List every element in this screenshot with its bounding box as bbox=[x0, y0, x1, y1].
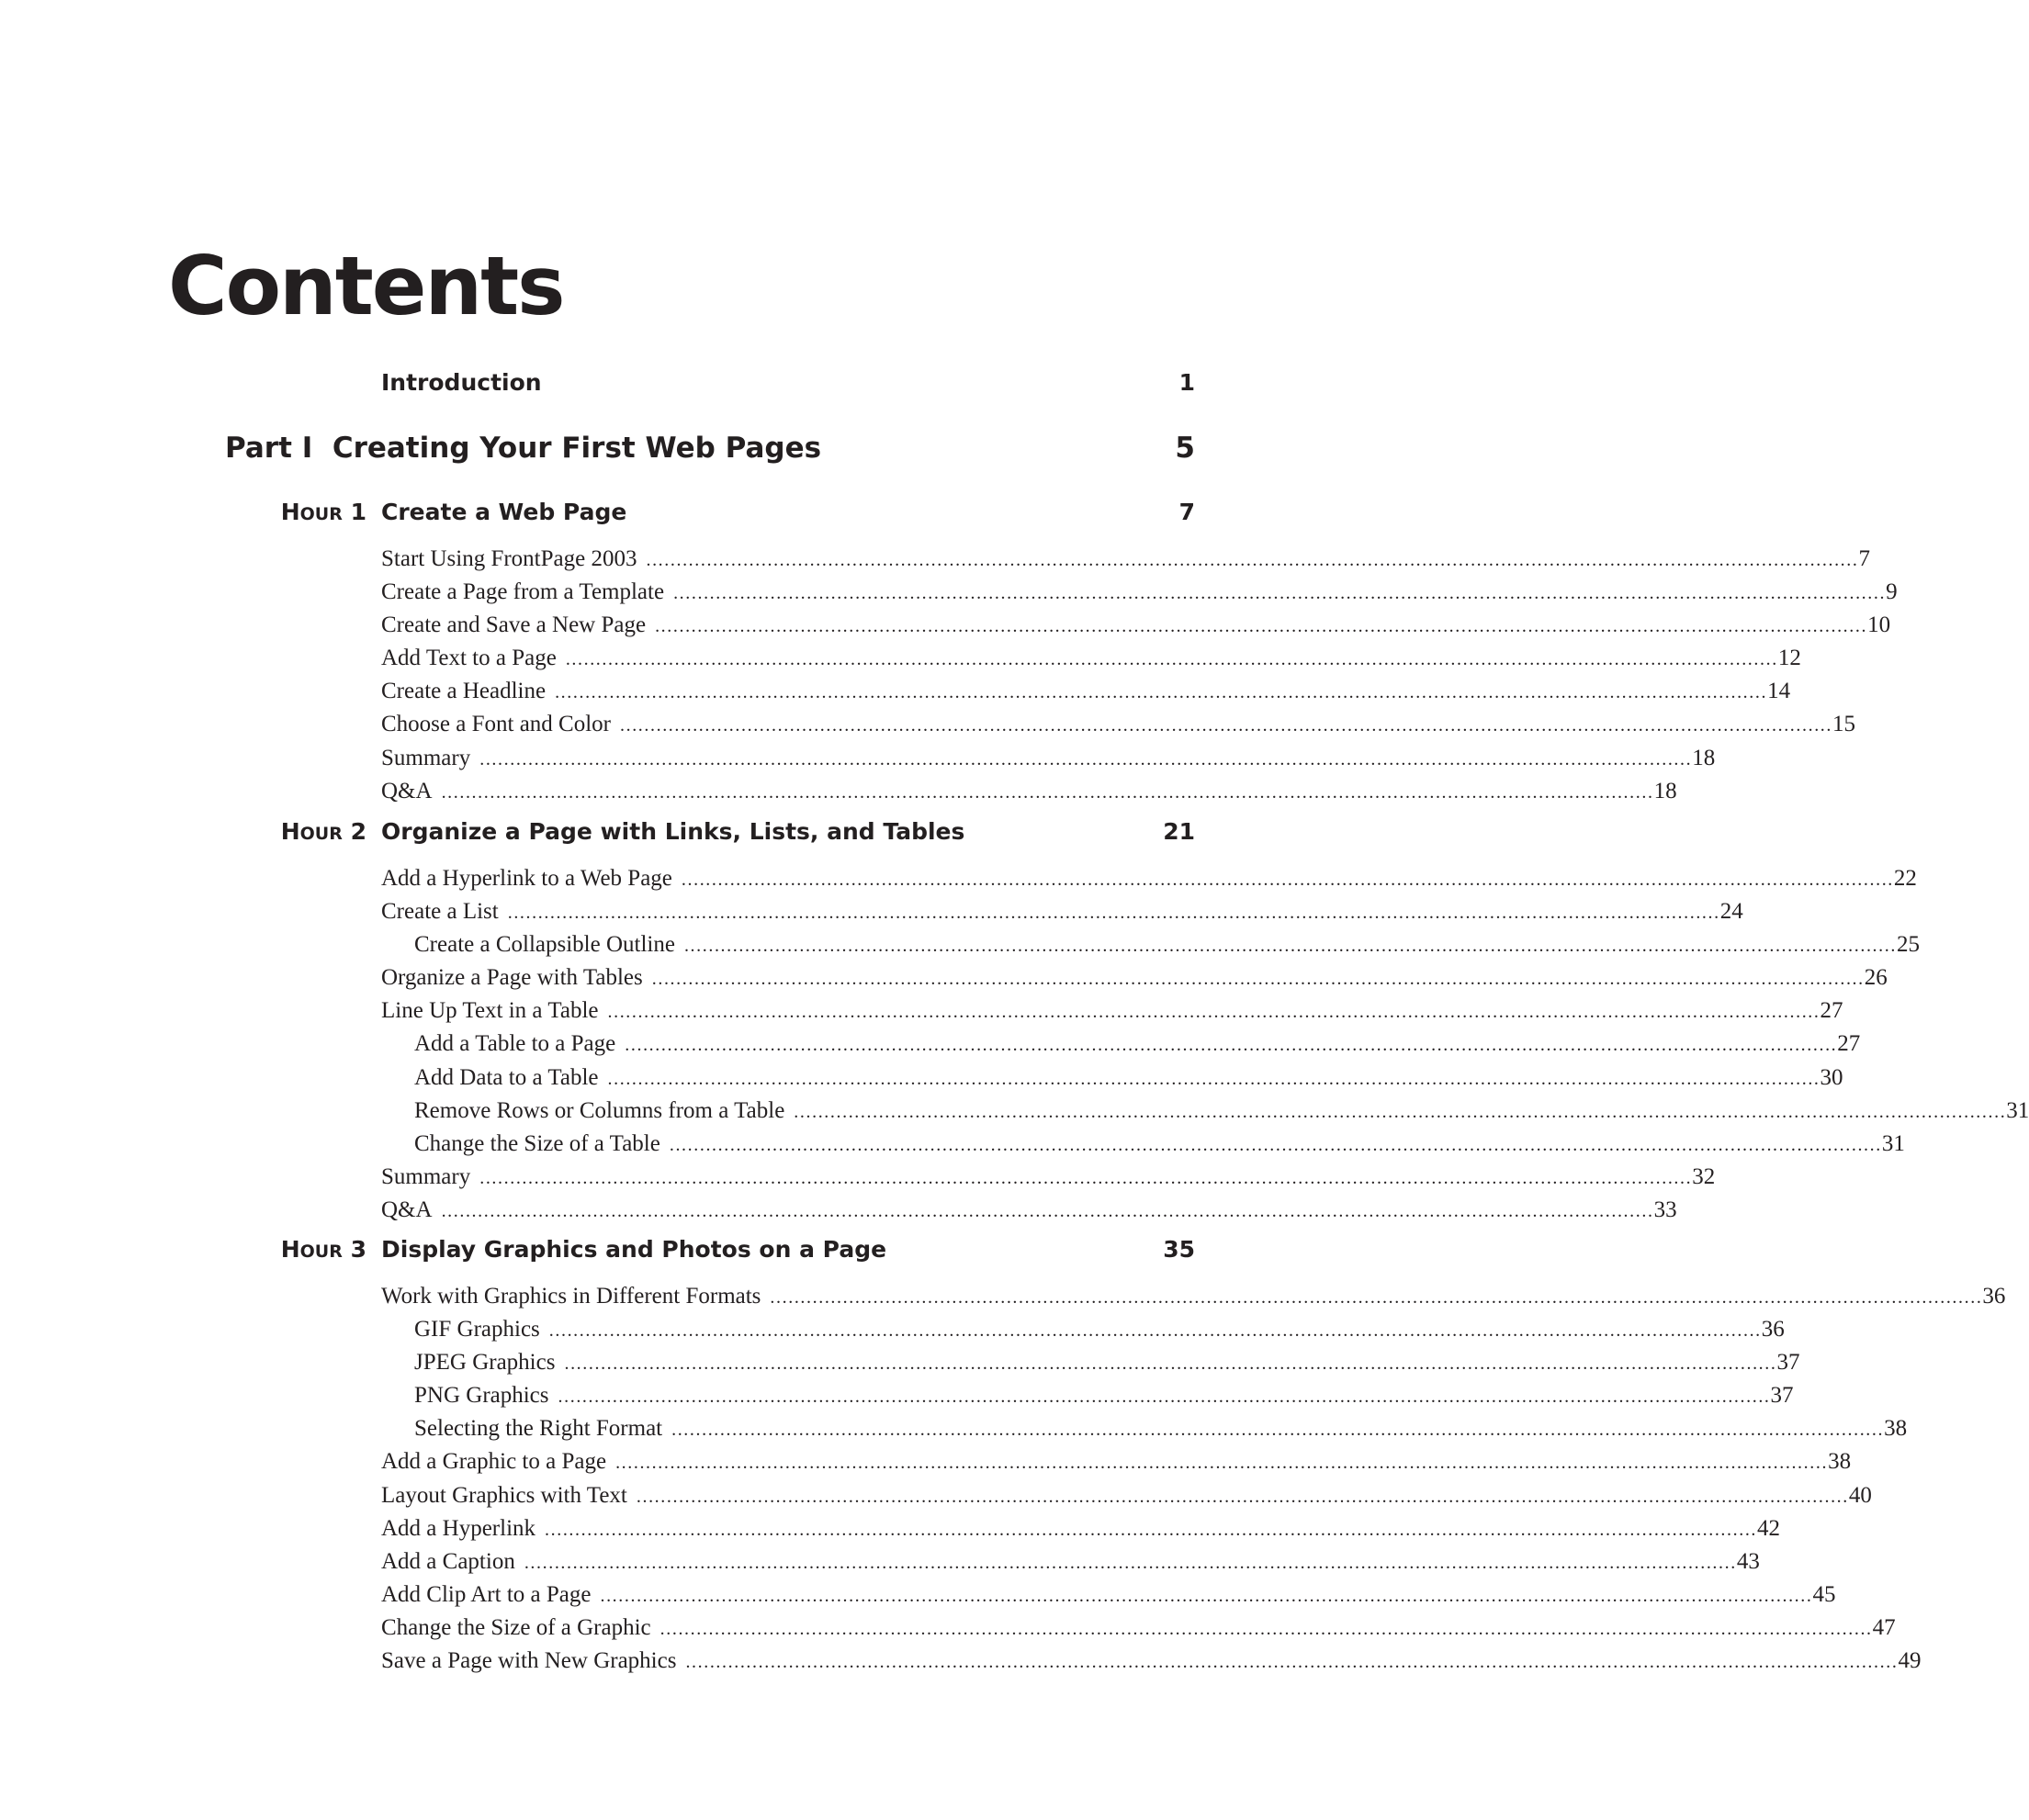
toc-entry bbox=[381, 742, 1716, 775]
toc-introduction bbox=[381, 369, 1195, 396]
toc-entry-page: 12 bbox=[1777, 646, 1801, 671]
toc-entry bbox=[381, 543, 1870, 576]
toc-entry bbox=[381, 775, 1677, 808]
hour-entries bbox=[0, 543, 1898, 808]
toc-entry bbox=[414, 1095, 2029, 1128]
dot-leader: ........................................................................................................................................................................................................ bbox=[479, 1167, 1693, 1188]
toc-entry-page: 37 bbox=[1770, 1383, 1794, 1409]
toc-entry-label: Work with Graphics in Different Formats bbox=[381, 1284, 761, 1309]
toc-entry-label: Q&A bbox=[381, 778, 433, 803]
dot-leader: ........................................................................................................................................................................................................ bbox=[607, 1002, 1820, 1023]
toc-entry-label: Create and Save a New Page bbox=[381, 612, 647, 638]
toc-entry-page: 30 bbox=[1820, 1064, 1843, 1090]
toc-entry bbox=[381, 1479, 1872, 1512]
toc-entry-label: Add a Hyperlink bbox=[381, 1515, 536, 1541]
toc-entry bbox=[414, 928, 1920, 961]
toc-entry-label: Create a Page from a Template bbox=[381, 579, 665, 605]
hour-prefix: H bbox=[280, 499, 300, 525]
toc-entry bbox=[381, 675, 1791, 708]
toc-entry bbox=[414, 1313, 1785, 1346]
toc-entry bbox=[381, 1445, 1852, 1478]
hour-title: Organize a Page with Links, Lists, and Tables bbox=[381, 818, 965, 845]
toc-entry-label: Create a Headline bbox=[381, 679, 547, 704]
toc-entry-label: Layout Graphics with Text bbox=[381, 1482, 627, 1508]
dot-leader: ........................................................................................................................................................................................................ bbox=[507, 903, 1720, 924]
hour-label bbox=[281, 1236, 366, 1263]
hour-entries bbox=[0, 1280, 2006, 1678]
dot-leader: ........................................................................................................................................................................................................ bbox=[651, 969, 1865, 990]
toc-entry-label: Create a Collapsible Outline bbox=[414, 932, 675, 958]
hour-page: 21 bbox=[1163, 818, 1195, 845]
toc-entry-label: PNG Graphics bbox=[414, 1383, 549, 1409]
dot-leader: ........................................................................................................................................................................................................ bbox=[671, 1420, 1885, 1441]
toc-entry-page: 45 bbox=[1812, 1581, 1836, 1607]
dot-leader: ........................................................................................................................................................................................................ bbox=[564, 1354, 1777, 1375]
toc-entry-page: 15 bbox=[1832, 712, 1855, 737]
hour-heading bbox=[0, 499, 1471, 532]
dot-leader: ........................................................................................................................................................................................................ bbox=[673, 583, 1887, 604]
dot-leader: ........................................................................................................................................................................................................ bbox=[555, 682, 1768, 703]
toc-entry-page: 27 bbox=[1820, 998, 1843, 1024]
toc-entry bbox=[381, 994, 1843, 1028]
toc-entry-label: Add a Graphic to a Page bbox=[381, 1449, 607, 1475]
toc-entry-label: Summary bbox=[381, 745, 471, 770]
toc-part-heading bbox=[225, 432, 1195, 465]
dot-leader: ........................................................................................................................................................................................................ bbox=[683, 936, 1897, 957]
hour-entries bbox=[0, 862, 2029, 1227]
hour-prefix-smallcaps: OUR bbox=[299, 824, 343, 844]
toc-entry-page: 33 bbox=[1653, 1196, 1677, 1222]
toc-entry-page: 49 bbox=[1898, 1648, 1922, 1674]
toc-entry-label: Create a List bbox=[381, 899, 499, 925]
toc-entry bbox=[414, 1412, 1908, 1445]
toc-entry-label: Start Using FrontPage 2003 bbox=[381, 546, 637, 571]
introduction-page: 1 bbox=[1178, 369, 1195, 396]
introduction-label: Introduction bbox=[381, 369, 542, 396]
toc-entry-label: Add a Hyperlink to a Web Page bbox=[381, 866, 672, 891]
toc-entry-label: JPEG Graphics bbox=[414, 1350, 556, 1376]
toc-entry bbox=[381, 642, 1801, 675]
toc-entry-label: Add a Caption bbox=[381, 1548, 515, 1574]
dot-leader: ........................................................................................................................................................................................................ bbox=[655, 616, 1868, 637]
toc-entry-label: Q&A bbox=[381, 1196, 433, 1222]
dot-leader: ........................................................................................................................................................................................................ bbox=[548, 1320, 1762, 1342]
dot-leader: ........................................................................................................................................................................................................ bbox=[441, 1200, 1654, 1221]
toc-entry-label: Add Text to a Page bbox=[381, 646, 557, 671]
dot-leader: ........................................................................................................................................................................................................ bbox=[441, 781, 1654, 803]
toc-entry-label: Add Clip Art to a Page bbox=[381, 1581, 592, 1607]
hour-prefix-smallcaps: OUR bbox=[299, 1241, 343, 1262]
dot-leader: ........................................................................................................................................................................................................ bbox=[565, 649, 1778, 670]
hour-prefix: H bbox=[280, 818, 300, 845]
toc-entry-label: Add Data to a Table bbox=[414, 1064, 599, 1090]
dot-leader: ........................................................................................................................................................................................................ bbox=[685, 1652, 1899, 1673]
toc-entry bbox=[414, 1128, 1905, 1161]
toc-entry-label: Remove Rows or Columns from a Table bbox=[414, 1097, 785, 1123]
toc-entry bbox=[381, 708, 1855, 741]
toc-entry-page: 38 bbox=[1828, 1449, 1852, 1475]
dot-leader: ........................................................................................................................................................................................................ bbox=[770, 1287, 1983, 1308]
toc-entry-page: 40 bbox=[1848, 1482, 1872, 1508]
toc-entry-page: 7 bbox=[1858, 546, 1870, 571]
hour-prefix-smallcaps: OUR bbox=[299, 504, 343, 524]
hour-label bbox=[281, 499, 366, 525]
toc-entry bbox=[381, 1645, 1922, 1678]
dot-leader: ........................................................................................................................................................................................................ bbox=[524, 1552, 1737, 1573]
toc-entry-page: 31 bbox=[1881, 1130, 1905, 1156]
toc-entry bbox=[414, 1062, 1843, 1095]
toc-entry-page: 32 bbox=[1692, 1163, 1716, 1189]
toc-entry-page: 37 bbox=[1776, 1350, 1800, 1376]
dot-leader: ........................................................................................................................................................................................................ bbox=[681, 870, 1894, 890]
toc-entry bbox=[381, 961, 1888, 994]
page-title: Contents bbox=[168, 239, 564, 333]
toc-entry-label: Change the Size of a Graphic bbox=[381, 1614, 651, 1640]
toc-entry-label: Change the Size of a Table bbox=[414, 1130, 660, 1156]
dot-leader: ........................................................................................................................................................................................................ bbox=[615, 1453, 1829, 1474]
hour-page: 7 bbox=[1178, 499, 1195, 525]
hour-2-section bbox=[0, 818, 2029, 1227]
toc-entry bbox=[381, 1512, 1781, 1545]
hour-number: 1 bbox=[350, 499, 366, 525]
toc-entry-page: 22 bbox=[1893, 866, 1917, 891]
toc-entry bbox=[414, 1028, 1861, 1061]
toc-entry-page: 18 bbox=[1653, 778, 1677, 803]
part-page: 5 bbox=[1175, 432, 1195, 465]
toc-entry-page: 31 bbox=[2006, 1097, 2029, 1123]
toc-entry-page: 47 bbox=[1872, 1614, 1896, 1640]
dot-leader: ........................................................................................................................................................................................................ bbox=[646, 550, 1859, 570]
toc-entry bbox=[381, 862, 1917, 895]
hour-title: Display Graphics and Photos on a Page bbox=[381, 1236, 887, 1263]
toc-entry-label: Organize a Page with Tables bbox=[381, 965, 643, 991]
toc-entry-page: 43 bbox=[1736, 1548, 1760, 1574]
toc-entry-page: 10 bbox=[1867, 612, 1891, 638]
hour-page: 35 bbox=[1163, 1236, 1195, 1263]
toc-entry-label: Selecting the Right Format bbox=[414, 1416, 663, 1442]
hour-number: 2 bbox=[350, 818, 366, 845]
toc-entry-label: Choose a Font and Color bbox=[381, 712, 611, 737]
toc-entry-page: 14 bbox=[1767, 679, 1791, 704]
part-label: Part I Creating Your First Web Pages bbox=[225, 432, 822, 465]
toc-entry-page: 9 bbox=[1886, 579, 1898, 605]
dot-leader: ........................................................................................................................................................................................................ bbox=[545, 1519, 1758, 1540]
dot-leader: ........................................................................................................................................................................................................ bbox=[607, 1068, 1820, 1089]
toc-entry-page: 18 bbox=[1692, 745, 1716, 770]
toc-entry bbox=[381, 895, 1743, 928]
toc-entry bbox=[381, 1194, 1677, 1227]
toc-entry-label: Save a Page with New Graphics bbox=[381, 1648, 677, 1674]
hour-heading bbox=[0, 1236, 1471, 1269]
hour-prefix: H bbox=[280, 1236, 300, 1263]
dot-leader: ........................................................................................................................................................................................................ bbox=[669, 1134, 1882, 1155]
toc-entry-page: 42 bbox=[1757, 1515, 1781, 1541]
toc-entry-page: 27 bbox=[1837, 1031, 1861, 1057]
dot-leader: ........................................................................................................................................................................................................ bbox=[600, 1585, 1813, 1606]
toc-entry bbox=[381, 1161, 1716, 1194]
toc-entry bbox=[414, 1346, 1800, 1379]
hour-1-section bbox=[0, 499, 1898, 808]
toc-entry-label: GIF Graphics bbox=[414, 1317, 540, 1343]
hour-title: Create a Web Page bbox=[381, 499, 627, 525]
hour-number: 3 bbox=[350, 1236, 366, 1263]
toc-entry-page: 36 bbox=[1761, 1317, 1785, 1343]
toc-entry bbox=[381, 1612, 1896, 1645]
toc-entry-page: 26 bbox=[1864, 965, 1888, 991]
toc-entry-label: Line Up Text in a Table bbox=[381, 998, 599, 1024]
toc-entry-page: 24 bbox=[1719, 899, 1743, 925]
dot-leader: ........................................................................................................................................................................................................ bbox=[558, 1387, 1771, 1408]
toc-entry-label: Add a Table to a Page bbox=[414, 1031, 616, 1057]
dot-leader: ........................................................................................................................................................................................................ bbox=[659, 1618, 1873, 1639]
toc-entry-page: 38 bbox=[1884, 1416, 1908, 1442]
toc-entry bbox=[381, 1280, 2006, 1313]
dot-leader: ........................................................................................................................................................................................................ bbox=[479, 748, 1693, 770]
dot-leader: ........................................................................................................................................................................................................ bbox=[636, 1486, 1849, 1507]
dot-leader: ........................................................................................................................................................................................................ bbox=[625, 1035, 1838, 1056]
toc-entry-page: 25 bbox=[1896, 932, 1920, 958]
toc-entry bbox=[381, 1578, 1836, 1612]
hour-heading bbox=[0, 818, 1471, 851]
toc-entry bbox=[381, 576, 1898, 609]
dot-leader: ........................................................................................................................................................................................................ bbox=[794, 1101, 2007, 1122]
toc-entry-label: Summary bbox=[381, 1163, 471, 1189]
toc-entry bbox=[381, 1545, 1760, 1578]
toc-entry-page: 36 bbox=[1982, 1284, 2006, 1309]
hour-3-section bbox=[0, 1236, 2006, 1678]
toc-entry bbox=[381, 609, 1891, 642]
toc-entry bbox=[414, 1379, 1794, 1412]
dot-leader: ........................................................................................................................................................................................................ bbox=[620, 715, 1832, 736]
hour-label bbox=[281, 818, 366, 845]
